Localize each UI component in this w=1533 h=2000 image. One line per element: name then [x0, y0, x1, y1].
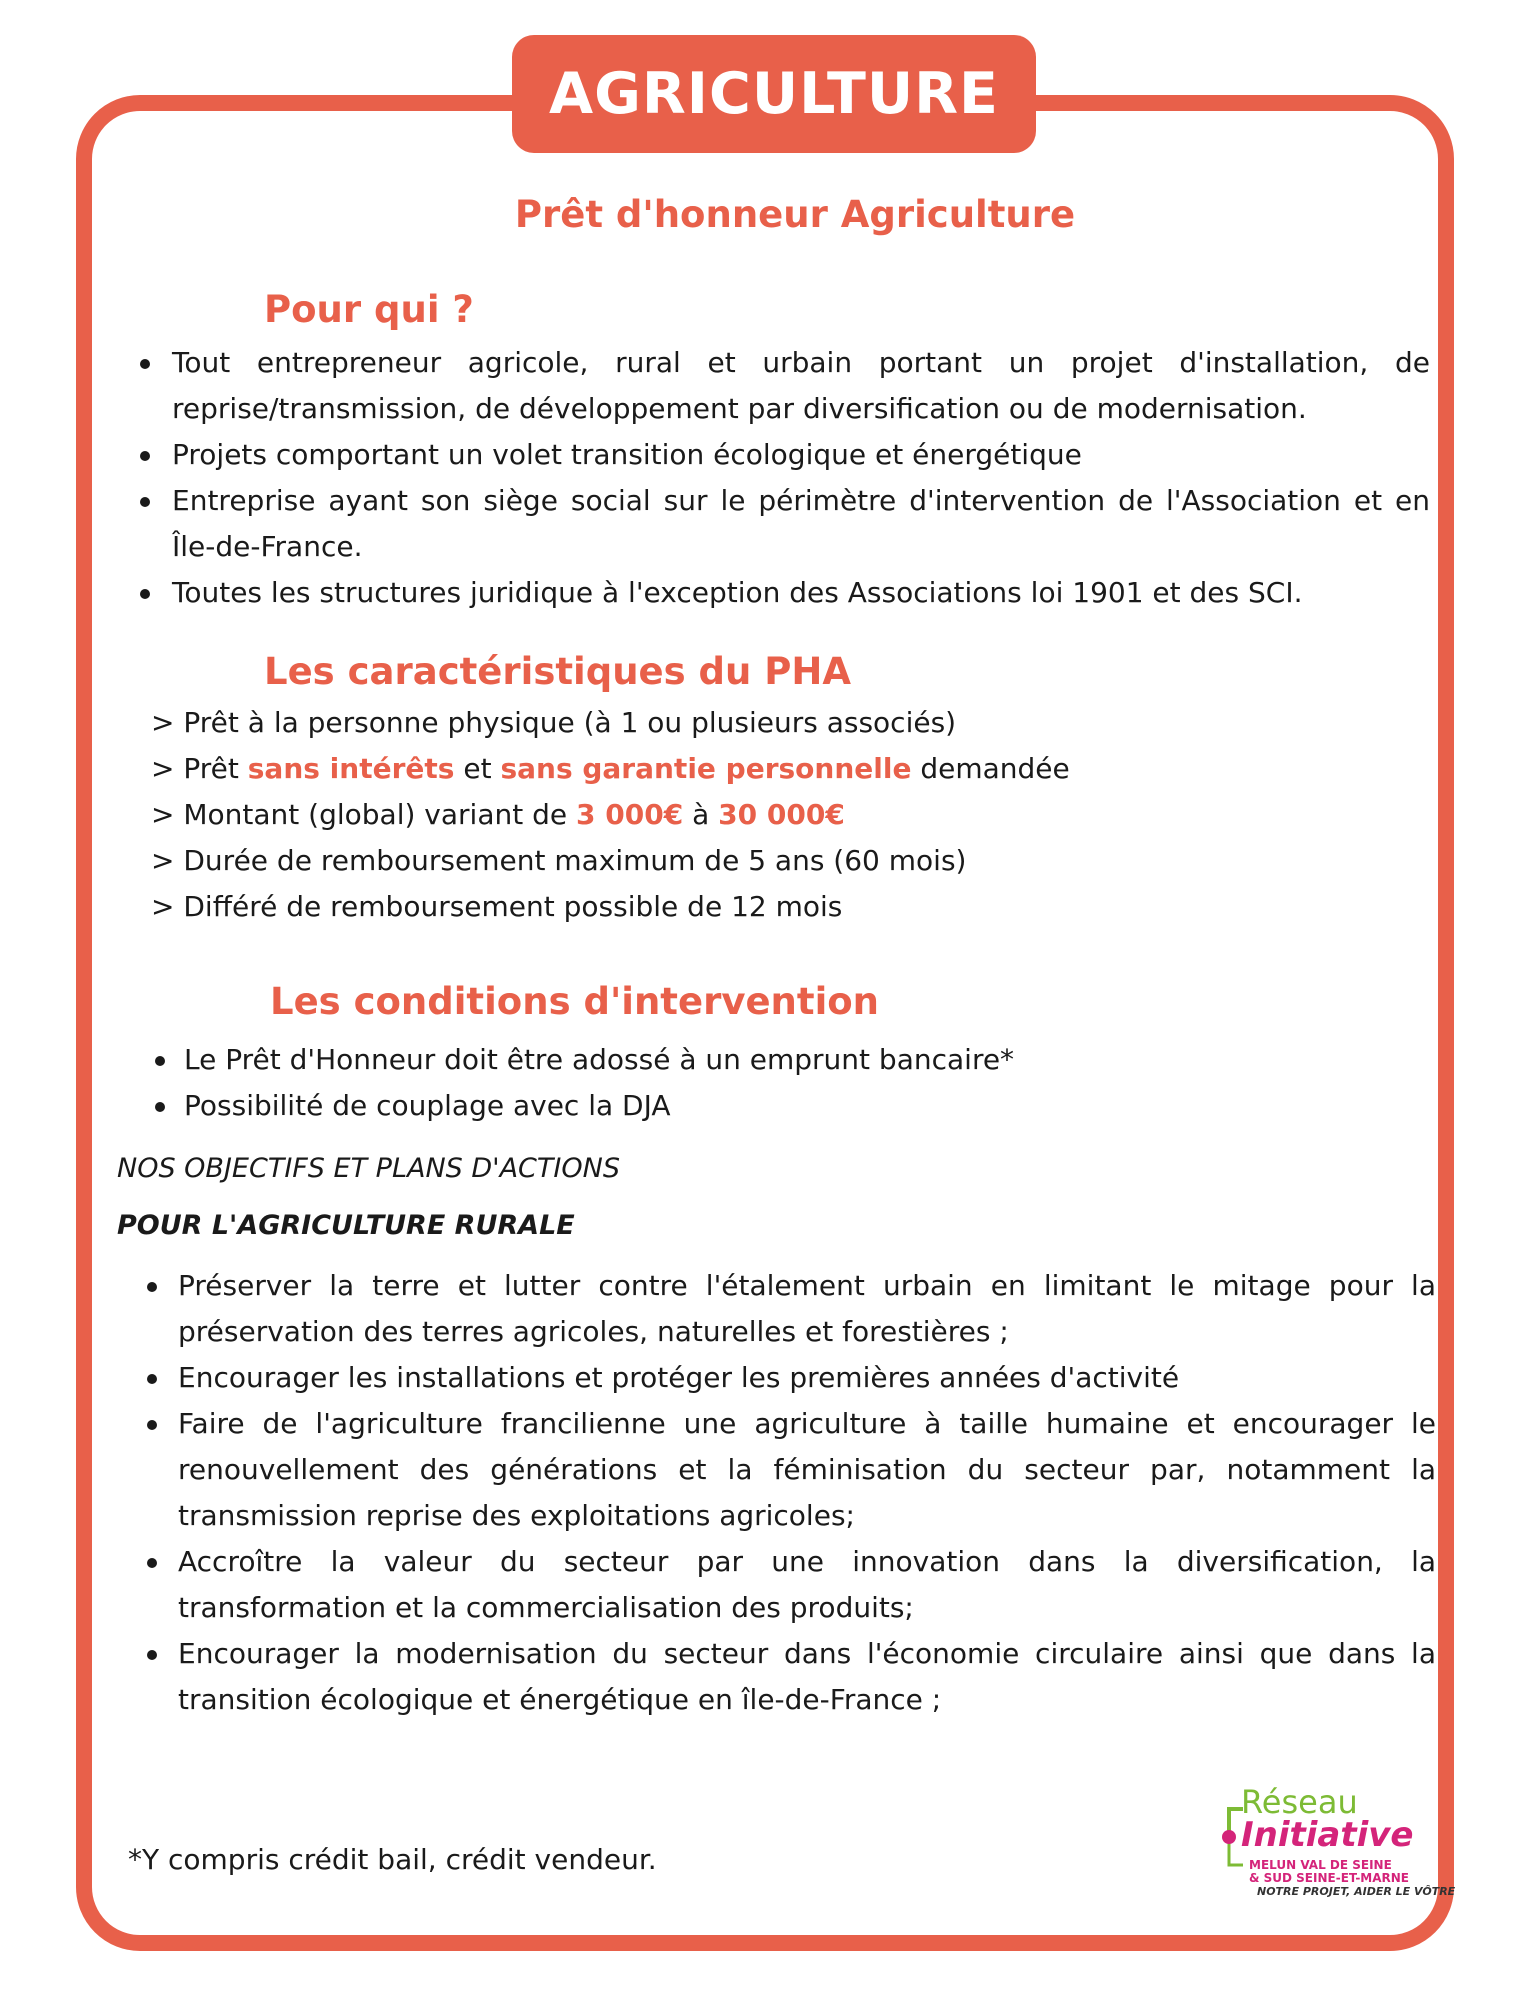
conditions-heading: Les conditions d'intervention [270, 980, 880, 1023]
objectives-list [178, 1263, 1436, 1723]
reseau-initiative-logo [1213, 1783, 1456, 1903]
list-item: Le Prêt d'Honneur doit être adossé à un emprunt bancaire* [184, 1037, 1184, 1083]
list-item [151, 792, 1070, 838]
list-item: Entreprise ayant son siège social sur le périmètre d'intervention de l'Association et en Île-de-France. [172, 478, 1430, 570]
list-item: Faire de l'agriculture francilienne une agriculture à taille humaine et encourager le renouvellement des générations et la féminisation du secteur par, notamment la transmission reprise des exploitations agricoles; [178, 1401, 1436, 1539]
footnote: *Y compris crédit bail, crédit vendeur. [128, 1843, 657, 1876]
amount-max: 30 000€ [718, 798, 845, 831]
features-heading: Les caractéristiques du PHA [264, 650, 851, 693]
logo-subtitle-1: MELUN VAL DE SEINE [1249, 1858, 1392, 1872]
text-fragment: demandée [911, 752, 1070, 785]
list-item: Encourager les installations et protéger les premières années d'activité [178, 1355, 1436, 1401]
amount-min: 3 000€ [576, 798, 684, 831]
list-item: Accroître la valeur du secteur par une innovation dans la diversification, la transformation et la commercialisation des produits; [178, 1539, 1436, 1631]
text-fragment: à [683, 798, 719, 831]
logo-word-initiative: Initiative [1241, 1815, 1414, 1855]
logo-word-reseau: Réseau [1241, 1783, 1358, 1821]
who-list [172, 340, 1430, 616]
list-item: > Différé de remboursement possible de 12 mois [151, 890, 843, 923]
rural-agriculture-label: POUR L'AGRICULTURE RURALE [117, 1210, 575, 1241]
highlight-no-interest: sans intérêts [247, 752, 455, 785]
list-item: > Prêt à la personne physique (à 1 ou plusieurs associés) [151, 706, 957, 739]
banner-title: AGRICULTURE [512, 35, 1036, 153]
list-item: > Durée de remboursement maximum de 5 ans (60 mois) [151, 844, 967, 877]
list-item: Toutes les structures juridique à l'exception des Associations loi 1901 et des SCI. [172, 570, 1430, 616]
logo-subtitle-2: & SUD SEINE-ET-MARNE [1249, 1871, 1410, 1885]
list-item: Encourager la modernisation du secteur dans l'économie circulaire ainsi que dans la transition écologique et énergétique en île-de-France ; [178, 1631, 1436, 1723]
list-item: Possibilité de couplage avec la DJA [184, 1083, 1184, 1129]
logo-slogan: NOTRE PROJET, AIDER LE VÔTRE [1257, 1885, 1456, 1898]
list-item [151, 746, 1070, 792]
conditions-list [184, 1037, 1184, 1129]
who-heading: Pour qui ? [264, 288, 474, 331]
objectives-label: NOS OBJECTIFS ET PLANS D'ACTIONS [117, 1153, 620, 1184]
list-item: Projets comportant un volet transition écologique et énergétique [172, 432, 1430, 478]
text-fragment: > Prêt [151, 752, 248, 785]
text-fragment: > Montant (global) variant de [151, 798, 577, 831]
highlight-no-guarantee: sans garantie personnelle [500, 752, 912, 785]
page-title: Prêt d'honneur Agriculture [514, 193, 1076, 236]
text-fragment: et [454, 752, 501, 785]
list-item: Tout entrepreneur agricole, rural et urbain portant un projet d'installation, de reprise/transmission, de développement par diversification ou de modernisation. [172, 340, 1430, 432]
features-list [151, 700, 1070, 930]
list-item: Préserver la terre et lutter contre l'étalement urbain en limitant le mitage pour la préservation des terres agricoles, naturelles et forestières ; [178, 1263, 1436, 1355]
